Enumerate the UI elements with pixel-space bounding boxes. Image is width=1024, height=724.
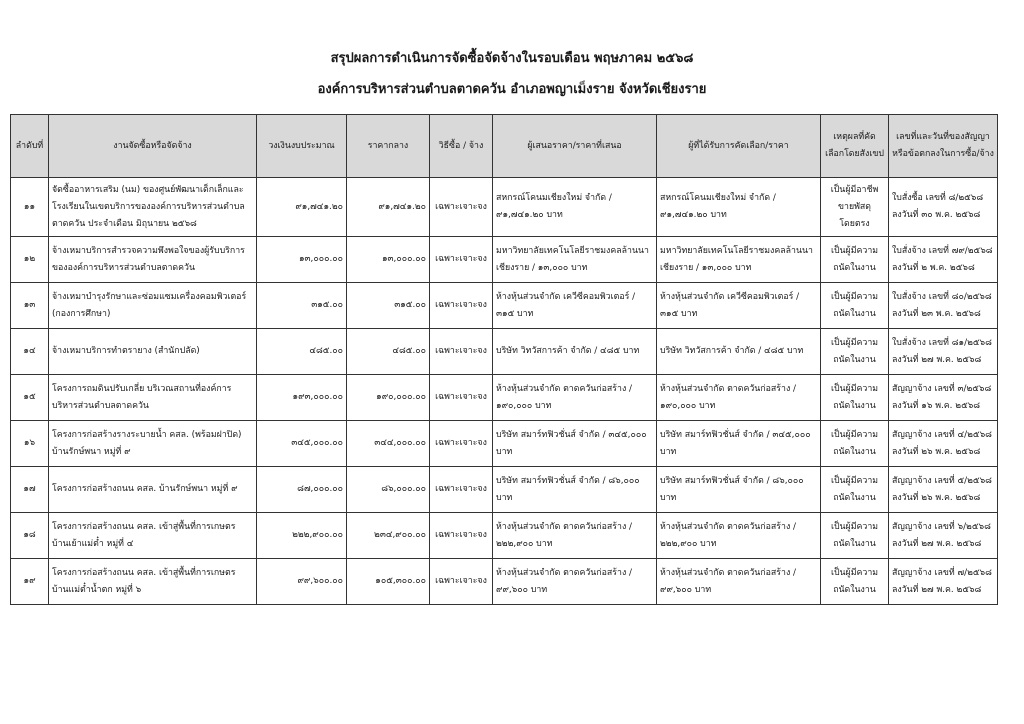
contract-value: ใบสั่งซื้อ เลขที่ ๘/๒๕๖๘ ลงวันที่ ๓๐ พ.ค. ๒๕๖๘ xyxy=(889,178,998,237)
winner-value: ห้างหุ้นส่วนจำกัด ตาดควันก่อสร้าง / ๑๙๐,๐๐๐ บาท xyxy=(657,375,821,421)
reason-value: เป็นผู้มีความถนัดในงาน xyxy=(821,513,889,559)
budget-value: ๙๙,๖๐๐.๐๐ xyxy=(257,559,347,605)
budget-value: ๘๗,๐๐๐.๐๐ xyxy=(257,467,347,513)
winner-value: ห้างหุ้นส่วนจำกัด ตาดควันก่อสร้าง / ๙๙,๖๐๐ บาท xyxy=(657,559,821,605)
median-price-value: ๓๔๔,๐๐๐.๐๐ xyxy=(347,421,430,467)
reason-value: เป็นผู้มีความถนัดในงาน xyxy=(821,283,889,329)
median-price-value: ๑๓,๐๐๐.๐๐ xyxy=(347,237,430,283)
median-price-value: ๙๑,๗๔๑.๒๐ xyxy=(347,178,430,237)
method-value: เฉพาะเจาะจง xyxy=(430,513,493,559)
row-number: ๑๔ xyxy=(11,329,49,375)
item-description: โครงการก่อสร้างถนน คสล. เข้าสู่พื้นที่การเกษตร บ้านแม่ต๋ำน้ำตก หมู่ที่ ๖ xyxy=(49,559,257,605)
median-price-value: ๘๖,๐๐๐.๐๐ xyxy=(347,467,430,513)
median-price-value: ๑๙๐,๐๐๐.๐๐ xyxy=(347,375,430,421)
bidder-value: มหาวิทยาลัยเทคโนโลยีราชมงคลล้านนา เชียงราย / ๑๓,๐๐๐ บาท xyxy=(493,237,657,283)
winner-value: ห้างหุ้นส่วนจำกัด ตาดควันก่อสร้าง / ๒๒๒,๙๐๐ บาท xyxy=(657,513,821,559)
bidder-value: ห้างหุ้นส่วนจำกัด ตาดควันก่อสร้าง / ๙๙,๖๐๐ บาท xyxy=(493,559,657,605)
contract-value: สัญญาจ้าง เลขที่ ๓/๒๕๖๘ ลงวันที่ ๑๖ พ.ค. ๒๕๖๘ xyxy=(889,375,998,421)
method-value: เฉพาะเจาะจง xyxy=(430,178,493,237)
contract-value: ใบสั่งจ้าง เลขที่ ๗๙/๒๕๖๘ ลงวันที่ ๒ พ.ค. ๒๕๖๘ xyxy=(889,237,998,283)
col-header-winner: ผู้ที่ได้รับการคัดเลือก/ราคา xyxy=(657,115,821,178)
budget-value: ๓๑๕.๐๐ xyxy=(257,283,347,329)
budget-value: ๒๒๒,๙๐๐.๐๐ xyxy=(257,513,347,559)
item-description: จัดซื้ออาหารเสริม (นม) ของศูนย์พัฒนาเด็กเล็กและโรงเรียนในเขตบริการขององค์การบริหารส่วนตำบลตาดควัน ประจำเดือน มิถุนายน ๒๕๖๘ xyxy=(49,178,257,237)
method-value: เฉพาะเจาะจง xyxy=(430,329,493,375)
bidder-value: ห้างหุ้นส่วนจำกัด ตาดควันก่อสร้าง / ๒๒๒,๙๐๐ บาท xyxy=(493,513,657,559)
item-description: โครงการก่อสร้างถนน คสล. เข้าสู่พื้นที่การเกษตร บ้านเย้าแม่ต๋ำ หมู่ที่ ๔ xyxy=(49,513,257,559)
budget-value: ๑๙๓,๐๐๐.๐๐ xyxy=(257,375,347,421)
row-number: ๑๒ xyxy=(11,237,49,283)
document-subtitle: องค์การบริหารส่วนตำบลตาดควัน อำเภอพญาเม็งราย จังหวัดเชียงราย xyxy=(317,82,707,97)
col-header-bidder: ผู้เสนอราคา/ราคาที่เสนอ xyxy=(493,115,657,178)
winner-value: บริษัท วิทวัสการค้า จำกัด / ๔๘๕ บาท xyxy=(657,329,821,375)
bidder-value: บริษัท สมาร์ทฟิวชั่นส์ จำกัด / ๘๖,๐๐๐ บาท xyxy=(493,467,657,513)
contract-value: ใบสั่งจ้าง เลขที่ ๘๑/๒๕๖๘ ลงวันที่ ๒๗ พ.ค. ๒๕๖๘ xyxy=(889,329,998,375)
table-row xyxy=(11,329,998,375)
budget-value: ๓๔๕,๐๐๐.๐๐ xyxy=(257,421,347,467)
row-number: ๑๙ xyxy=(11,559,49,605)
col-header-contract: เลขที่และวันที่ของสัญญาหรือข้อตกลงในการซื้อ/จ้าง xyxy=(889,115,998,178)
reason-value: เป็นผู้มีความถนัดในงาน xyxy=(821,421,889,467)
contract-value: สัญญาจ้าง เลขที่ ๕/๒๕๖๘ ลงวันที่ ๒๖ พ.ค. ๒๕๖๘ xyxy=(889,467,998,513)
reason-value: เป็นผู้มีความถนัดในงาน xyxy=(821,467,889,513)
row-number: ๑๖ xyxy=(11,421,49,467)
median-price-value: ๔๘๕.๐๐ xyxy=(347,329,430,375)
table-row xyxy=(11,467,998,513)
table-row xyxy=(11,559,998,605)
bidder-value: บริษัท วิทวัสการค้า จำกัด / ๔๘๕ บาท xyxy=(493,329,657,375)
item-description: โครงการถมดินปรับเกลี่ย บริเวณสถานที่องค์การบริหารส่วนตำบลตาดควัน xyxy=(49,375,257,421)
table-row xyxy=(11,178,998,237)
header-row xyxy=(11,115,998,178)
median-price-value: ๑๐๕,๓๐๐.๐๐ xyxy=(347,559,430,605)
contract-value: สัญญาจ้าง เลขที่ ๗/๒๕๖๘ ลงวันที่ ๒๗ พ.ค. ๒๕๖๘ xyxy=(889,559,998,605)
col-header-reason: เหตุผลที่คัดเลือกโดยสังเขป xyxy=(821,115,889,178)
winner-value: ห้างหุ้นส่วนจำกัด เควีซีคอมพิวเตอร์ / ๓๑๕ บาท xyxy=(657,283,821,329)
winner-value: มหาวิทยาลัยเทคโนโลยีราชมงคลล้านนา เชียงราย / ๑๓,๐๐๐ บาท xyxy=(657,237,821,283)
budget-value: ๑๓,๐๐๐.๐๐ xyxy=(257,237,347,283)
table-row xyxy=(11,283,998,329)
row-number: ๑๗ xyxy=(11,467,49,513)
table-row xyxy=(11,513,998,559)
method-value: เฉพาะเจาะจง xyxy=(430,559,493,605)
item-description: โครงการก่อสร้างรางระบายน้ำ คสล. (พร้อมฝาปิด) บ้านรักษ์พนา หมู่ที่ ๙ xyxy=(49,421,257,467)
method-value: เฉพาะเจาะจง xyxy=(430,421,493,467)
bidder-value: ห้างหุ้นส่วนจำกัด ตาดควันก่อสร้าง / ๑๙๐,๐๐๐ บาท xyxy=(493,375,657,421)
col-header-budget: วงเงินงบประมาณ xyxy=(257,115,347,178)
item-description: จ้างเหมาบำรุงรักษาและซ่อมแซมเครื่องคอมพิวเตอร์ (กองการศึกษา) xyxy=(49,283,257,329)
winner-value: บริษัท สมาร์ทฟิวชั่นส์ จำกัด / ๘๖,๐๐๐ บาท xyxy=(657,467,821,513)
bidder-value: สหกรณ์โคนมเชียงใหม่ จำกัด / ๙๑,๗๔๑.๒๐ บาท xyxy=(493,178,657,237)
reason-value: เป็นผู้มีความถนัดในงาน xyxy=(821,329,889,375)
reason-value: เป็นผู้มีอาชีพขายพัสดุโดยตรง xyxy=(821,178,889,237)
table-row xyxy=(11,421,998,467)
procurement-table xyxy=(10,114,998,605)
method-value: เฉพาะเจาะจง xyxy=(430,237,493,283)
winner-value: สหกรณ์โคนมเชียงใหม่ จำกัด / ๙๑,๗๔๑.๒๐ บาท xyxy=(657,178,821,237)
item-description: จ้างเหมาบริการสำรวจความพึงพอใจของผู้รับบริการขององค์การบริหารส่วนตำบลตาดควัน xyxy=(49,237,257,283)
budget-value: ๔๘๕.๐๐ xyxy=(257,329,347,375)
row-number: ๑๘ xyxy=(11,513,49,559)
item-description: จ้างเหมาบริการทำตรายาง (สำนักปลัด) xyxy=(49,329,257,375)
contract-value: สัญญาจ้าง เลขที่ ๖/๒๕๖๘ ลงวันที่ ๒๗ พ.ค. ๒๕๖๘ xyxy=(889,513,998,559)
method-value: เฉพาะเจาะจง xyxy=(430,375,493,421)
col-header-item: งานจัดซื้อหรือจัดจ้าง xyxy=(49,115,257,178)
row-number: ๑๓ xyxy=(11,283,49,329)
reason-value: เป็นผู้มีความถนัดในงาน xyxy=(821,375,889,421)
method-value: เฉพาะเจาะจง xyxy=(430,467,493,513)
col-header-median-price: ราคากลาง xyxy=(347,115,430,178)
contract-value: ใบสั่งจ้าง เลขที่ ๘๐/๒๕๖๘ ลงวันที่ ๒๓ พ.ค. ๒๕๖๘ xyxy=(889,283,998,329)
table-row xyxy=(11,237,998,283)
reason-value: เป็นผู้มีความถนัดในงาน xyxy=(821,559,889,605)
winner-value: บริษัท สมาร์ทฟิวชั่นส์ จำกัด / ๓๔๕,๐๐๐ บาท xyxy=(657,421,821,467)
document-title: สรุปผลการดำเนินการจัดซื้อจัดจ้างในรอบเดือน พฤษภาคม ๒๕๖๘ xyxy=(330,51,694,66)
budget-value: ๙๑,๗๔๑.๒๐ xyxy=(257,178,347,237)
median-price-value: ๒๓๔,๙๐๐.๐๐ xyxy=(347,513,430,559)
median-price-value: ๓๑๕.๐๐ xyxy=(347,283,430,329)
row-number: ๑๑ xyxy=(11,178,49,237)
reason-value: เป็นผู้มีความถนัดในงาน xyxy=(821,237,889,283)
table-body xyxy=(11,178,998,605)
table-row xyxy=(11,375,998,421)
contract-value: สัญญาจ้าง เลขที่ ๔/๒๕๖๘ ลงวันที่ ๒๖ พ.ค. ๒๕๖๘ xyxy=(889,421,998,467)
col-header-method: วิธีซื้อ / จ้าง xyxy=(430,115,493,178)
item-description: โครงการก่อสร้างถนน คสล. บ้านรักษ์พนา หมู่ที่ ๙ xyxy=(49,467,257,513)
bidder-value: ห้างหุ้นส่วนจำกัด เควีซีคอมพิวเตอร์ / ๓๑๕ บาท xyxy=(493,283,657,329)
method-value: เฉพาะเจาะจง xyxy=(430,283,493,329)
row-number: ๑๕ xyxy=(11,375,49,421)
bidder-value: บริษัท สมาร์ทฟิวชั่นส์ จำกัด / ๓๔๕,๐๐๐ บาท xyxy=(493,421,657,467)
col-header-no: ลำดับที่ xyxy=(11,115,49,178)
